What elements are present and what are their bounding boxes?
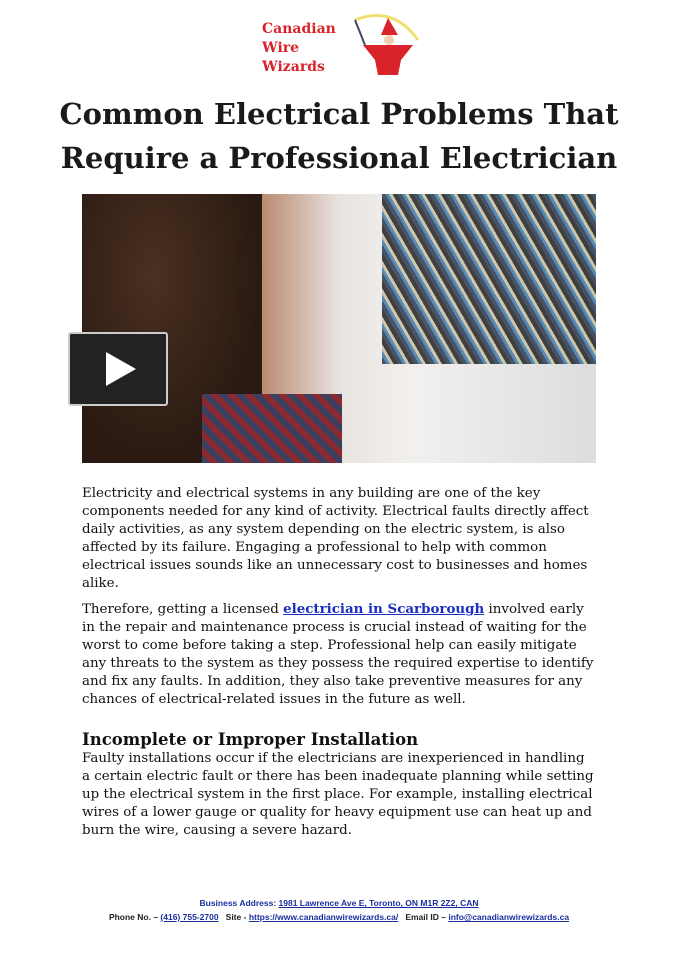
address-label: Business Address: xyxy=(199,898,279,908)
electrician-link[interactable]: electrician in Scarborough xyxy=(283,601,485,617)
section-heading: Incomplete or Improper Installation xyxy=(82,730,419,749)
logo-line: Wizards xyxy=(262,59,325,75)
logo-line: Canadian xyxy=(262,21,336,37)
video-play-button[interactable] xyxy=(68,332,168,406)
electrician-photo xyxy=(82,194,596,463)
phone-label: Phone No. – xyxy=(108,912,161,922)
logo xyxy=(258,10,423,80)
wiring-panel xyxy=(382,194,596,364)
intro-paragraph: Electricity and electrical systems in any building are one of the key components needed for any kind of activity. Electrical faults directly affect daily activities, as any system depending on the electric system, is also affected by its failure. Engaging a professional to help with common electrical issues sounds like an unnecessary cost to businesses and homes alike. xyxy=(82,486,589,591)
text: Therefore, getting a licensed xyxy=(82,602,284,617)
footer-address xyxy=(0,898,678,908)
title-line: Require a Professional Electrician xyxy=(60,141,618,175)
logo-text xyxy=(262,20,336,77)
plaid-shirt xyxy=(202,394,342,463)
email-link[interactable]: info@canadianwirewizards.ca xyxy=(448,912,570,922)
wizard-icon xyxy=(343,10,423,80)
text: involved early in the repair and maintenance process is crucial instead of waiting for the worst to come before taking a step. Professional help can easily mitigate any threats to the system as they possess the required expertise to identify and fix any faults. In addition, they also take preventive measures for any chances of electrical-related issues in the future as well. xyxy=(82,602,594,707)
title-line: Common Electrical Problems That xyxy=(59,97,619,131)
footer-contact xyxy=(0,912,678,922)
site-link[interactable]: https://www.canadianwirewizards.ca/ xyxy=(248,912,399,922)
email-label: Email ID – xyxy=(405,912,449,922)
site-label: Site - xyxy=(225,912,249,922)
second-paragraph xyxy=(82,600,596,709)
address-link[interactable]: 1981 Lawrence Ave E, Toronto, ON M1R 2Z2, CAN xyxy=(278,898,479,908)
logo-line: Wire xyxy=(262,40,300,56)
phone-link[interactable]: (416) 755-2700 xyxy=(160,912,219,922)
play-icon xyxy=(70,334,166,404)
page-title xyxy=(40,92,638,180)
section-paragraph: Faulty installations occur if the electricians are inexperienced in handling a certain electric fault or there has been inadequate planning while setting up the electrical system in the first place. For example, installing electrical wires of a lower gauge or quality for heavy equipment use can heat up and burn the wire, causing a severe hazard. xyxy=(82,751,594,838)
